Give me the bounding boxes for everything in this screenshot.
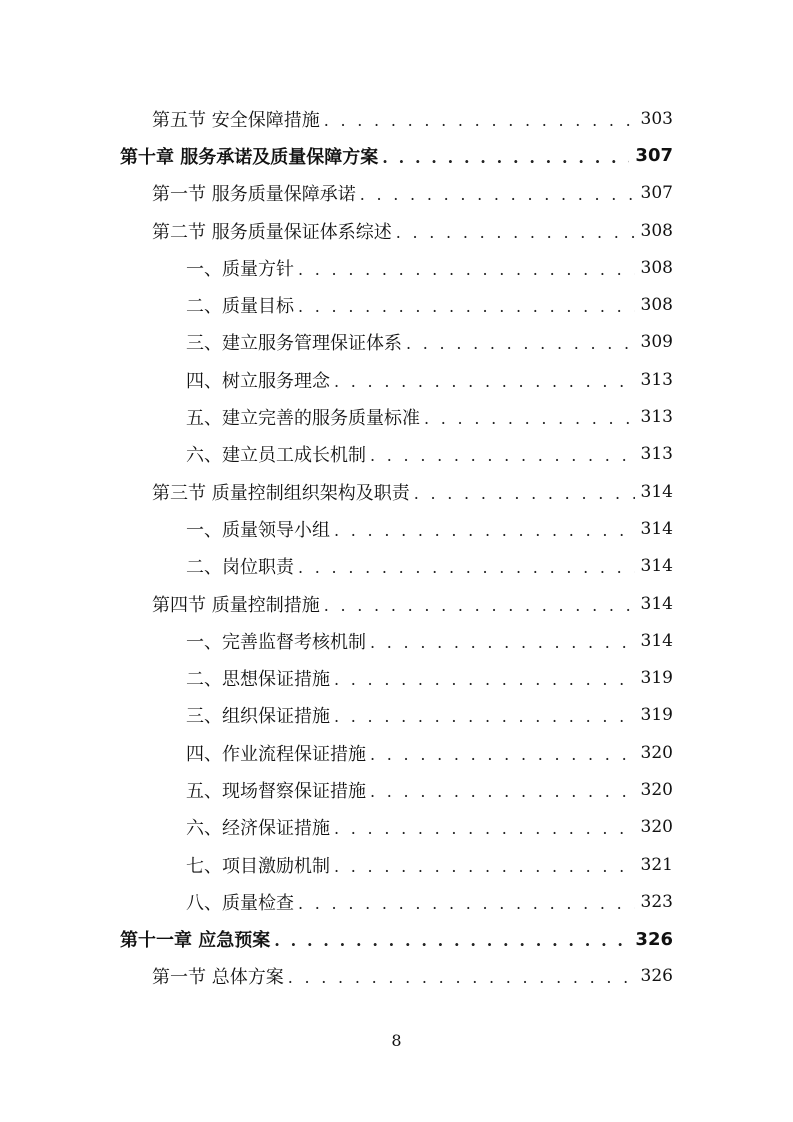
toc-entry[interactable]: [0, 249, 793, 286]
toc-entry-title: 六、建立员工成长机制: [186, 441, 370, 467]
toc-leader-dots: [370, 632, 635, 650]
toc-leader-dots: [406, 333, 635, 351]
toc-entry-title: 第十章 服务承诺及质量保障方案: [120, 143, 382, 169]
toc-leader-dots: [334, 520, 635, 538]
toc-entry[interactable]: [0, 100, 793, 137]
toc-leader-dots: [288, 967, 635, 985]
toc-entry[interactable]: [0, 622, 793, 659]
toc-entry[interactable]: [0, 548, 793, 585]
toc-leader-dots: [414, 483, 635, 501]
toc-entry-page: 313: [640, 369, 673, 390]
toc-entry-title: 二、岗位职责: [186, 553, 298, 579]
toc-leader-dots: [370, 781, 635, 799]
toc-entry[interactable]: [0, 324, 793, 361]
toc-entry-page: 314: [640, 481, 673, 502]
toc-entry-title: 四、树立服务理念: [186, 367, 334, 393]
toc-entry-page: 319: [640, 668, 673, 689]
toc-leader-dots: [334, 371, 635, 389]
toc-leader-dots: [274, 930, 629, 948]
toc-entry[interactable]: [0, 734, 793, 771]
toc-entry[interactable]: [0, 398, 793, 435]
toc-leader-dots: [334, 856, 635, 874]
toc-leader-dots: [298, 893, 635, 911]
toc-leader-dots: [298, 296, 635, 314]
toc-entry[interactable]: [0, 585, 793, 622]
toc-entry-page: 321: [640, 854, 673, 875]
toc-entry-title: 四、作业流程保证措施: [186, 740, 370, 766]
toc-leader-dots: [370, 445, 635, 463]
toc-entry[interactable]: [0, 212, 793, 249]
toc-entry-page: 308: [640, 295, 673, 316]
toc-entry-page: 314: [640, 630, 673, 651]
toc-entry-title: 第五节 安全保障措施: [152, 106, 324, 132]
toc-entry-title: 第一节 总体方案: [152, 963, 288, 989]
toc-entry-title: 五、现场督察保证措施: [186, 777, 370, 803]
toc-entry-title: 一、完善监督考核机制: [186, 628, 370, 654]
toc-entry[interactable]: [0, 846, 793, 883]
toc-leader-dots: [334, 818, 635, 836]
toc-entry[interactable]: [0, 436, 793, 473]
toc-entry-page: 326: [635, 928, 673, 950]
toc-entry[interactable]: [0, 473, 793, 510]
toc-leader-dots: [396, 222, 635, 240]
toc-entry-title: 三、组织保证措施: [186, 702, 334, 728]
toc-entry-page: 320: [640, 817, 673, 838]
toc-entry[interactable]: [0, 697, 793, 734]
toc-entry-title: 第四节 质量控制措施: [152, 591, 324, 617]
toc-entry-page: 313: [640, 407, 673, 428]
toc-entry-page: 320: [640, 779, 673, 800]
toc-entry-page: 307: [635, 145, 673, 167]
toc-entry[interactable]: [0, 883, 793, 920]
page-number: 8: [391, 1031, 402, 1050]
table-of-contents: [0, 100, 793, 995]
toc-entry-page: 323: [640, 891, 673, 912]
toc-entry[interactable]: [0, 958, 793, 995]
toc-leader-dots: [298, 557, 635, 575]
toc-entry-title: 一、质量领导小组: [186, 516, 334, 542]
toc-leader-dots: [334, 706, 635, 724]
toc-entry-title: 二、质量目标: [186, 292, 298, 318]
toc-entry-title: 一、质量方针: [186, 255, 298, 281]
toc-entry-page: 320: [640, 742, 673, 763]
toc-entry[interactable]: [0, 286, 793, 323]
toc-entry-title: 三、建立服务管理保证体系: [186, 329, 406, 355]
toc-chapter-entry[interactable]: [0, 921, 793, 958]
toc-entry[interactable]: [0, 809, 793, 846]
toc-chapter-entry[interactable]: [0, 137, 793, 174]
toc-leader-dots: [324, 110, 635, 128]
toc-leader-dots: [324, 595, 635, 613]
toc-entry[interactable]: [0, 361, 793, 398]
toc-entry-page: 308: [640, 257, 673, 278]
toc-entry-title: 六、经济保证措施: [186, 814, 334, 840]
toc-entry-page: 314: [640, 518, 673, 539]
toc-entry-page: 309: [640, 332, 673, 353]
toc-entry-title: 二、思想保证措施: [186, 665, 334, 691]
toc-leader-dots: [424, 408, 635, 426]
toc-leader-dots: [382, 147, 629, 165]
toc-entry-page: 314: [640, 593, 673, 614]
toc-leader-dots: [334, 669, 635, 687]
toc-entry-title: 第十一章 应急预案: [120, 926, 274, 952]
toc-entry[interactable]: [0, 659, 793, 696]
toc-entry-page: 308: [640, 220, 673, 241]
toc-entry[interactable]: [0, 175, 793, 212]
toc-leader-dots: [298, 259, 635, 277]
toc-entry-title: 七、项目激励机制: [186, 852, 334, 878]
toc-leader-dots: [360, 184, 635, 202]
toc-entry-title: 第三节 质量控制组织架构及职责: [152, 479, 414, 505]
toc-entry-title: 五、建立完善的服务质量标准: [186, 404, 424, 430]
toc-entry-page: 313: [640, 444, 673, 465]
toc-entry-page: 307: [640, 183, 673, 204]
toc-entry-page: 319: [640, 705, 673, 726]
toc-entry-title: 八、质量检查: [186, 889, 298, 915]
toc-entry-page: 326: [640, 966, 673, 987]
toc-entry-title: 第一节 服务质量保障承诺: [152, 180, 360, 206]
toc-entry-title: 第二节 服务质量保证体系综述: [152, 218, 396, 244]
toc-entry-page: 314: [640, 556, 673, 577]
toc-entry[interactable]: [0, 510, 793, 547]
toc-leader-dots: [370, 744, 635, 762]
toc-entry[interactable]: [0, 771, 793, 808]
toc-entry-page: 303: [640, 108, 673, 129]
